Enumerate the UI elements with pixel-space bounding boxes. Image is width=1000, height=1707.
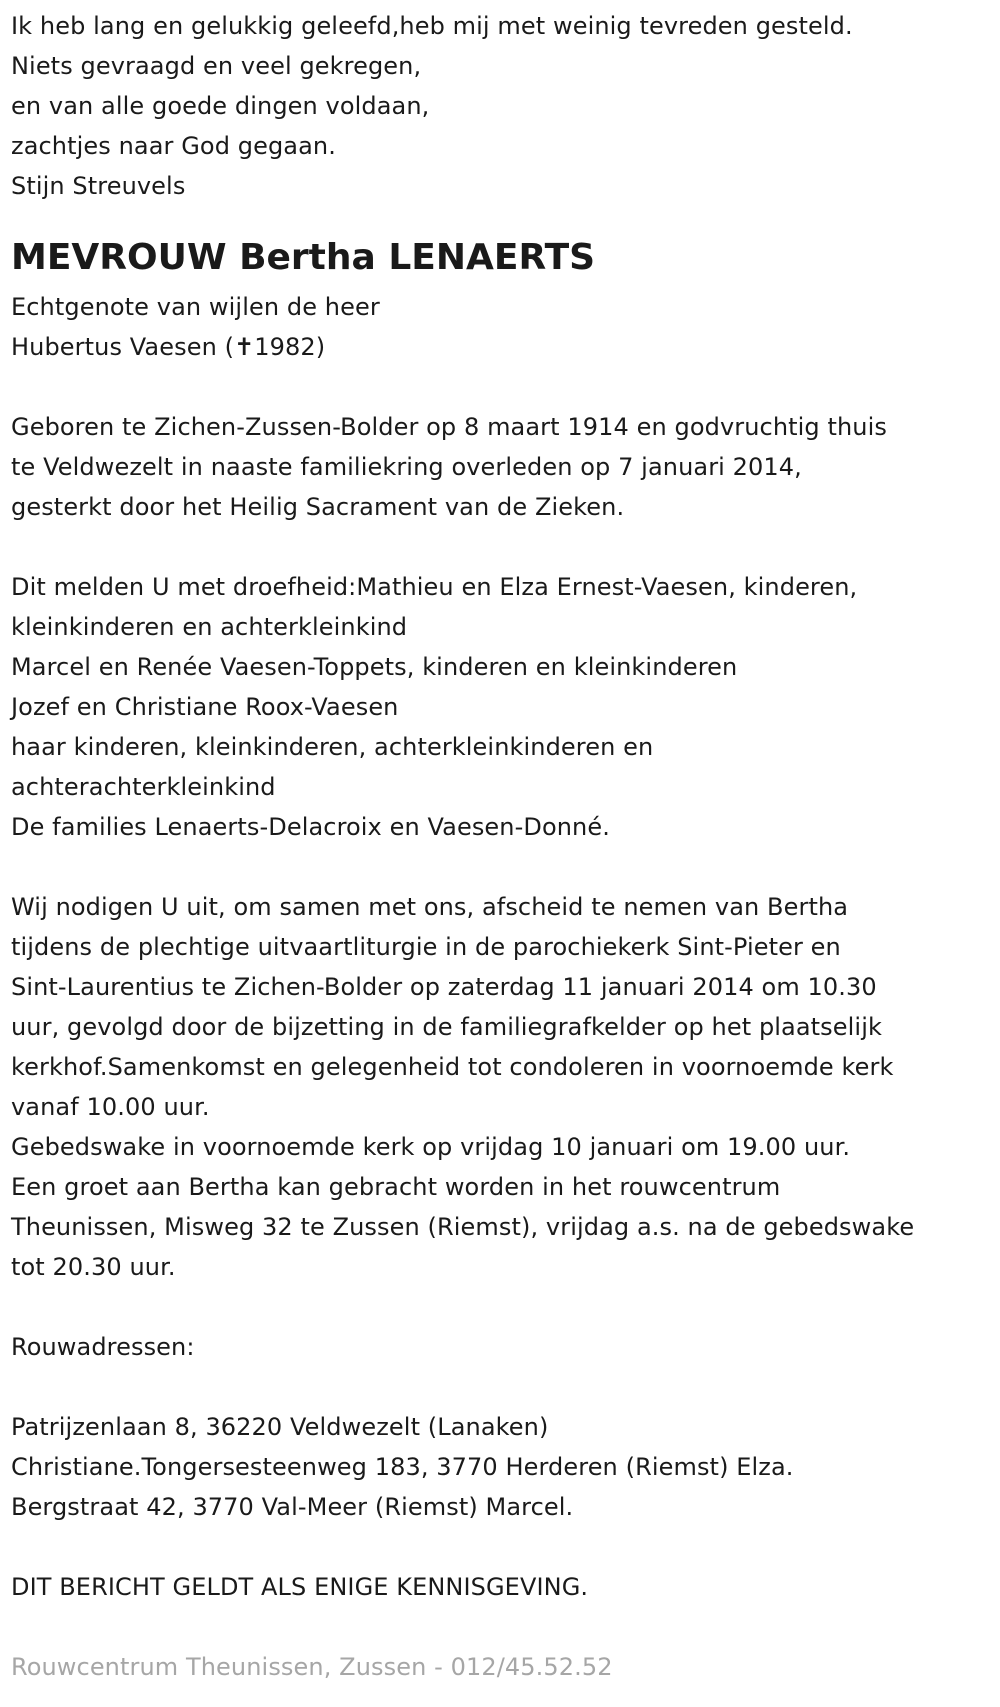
invitation-line: Wij nodigen U uit, om samen met ons, afscheid te nemen van Bertha: [11, 893, 849, 921]
addresses-heading: Rouwadressen:: [11, 1333, 195, 1361]
address-line: Bergstraat 42, 3770 Val-Meer (Riemst) Marcel.: [11, 1493, 574, 1521]
invitation-line: kerkhof.Samenkomst en gelegenheid tot condoleren in voornoemde kerk: [11, 1053, 894, 1081]
invitation-line: Sint-Laurentius te Zichen-Bolder op zaterdag 11 januari 2014 om 10.30: [11, 973, 877, 1001]
family-line: achterachterkleinkind: [11, 773, 276, 801]
notice-text: DIT BERICHT GELDT ALS ENIGE KENNISGEVING.: [11, 1573, 589, 1601]
family-line: haar kinderen, kleinkinderen, achterkleinkinderen en: [11, 733, 654, 761]
birth-death-block: [11, 407, 996, 527]
invitation-line: uur, gevolgd door de bijzetting in de familiegrafkelder op het plaatselijk: [11, 1013, 882, 1041]
invitation-line: tijdens de plechtige uitvaartliturgie in de parochiekerk Sint-Pieter en: [11, 933, 841, 961]
family-line: kleinkinderen en achterkleinkind: [11, 613, 408, 641]
obituary-page: [11, 6, 996, 1687]
invitation-line: tot 20.30 uur.: [11, 1253, 176, 1281]
family-line: Dit melden U met droefheid:Mathieu en Elza Ernest-Vaesen, kinderen,: [11, 573, 858, 601]
family-line: De families Lenaerts-Delacroix en Vaesen-Donné.: [11, 813, 610, 841]
poem-author: Stijn Streuvels: [11, 172, 186, 200]
addresses-block: [11, 1407, 996, 1527]
invitation-line: Gebedswake in voornoemde kerk op vrijdag 10 januari om 19.00 uur.: [11, 1133, 851, 1161]
invitation-block: [11, 887, 996, 1287]
footer-credit: Rouwcentrum Theunissen, Zussen - 012/45.52.52: [11, 1653, 613, 1681]
family-line: Jozef en Christiane Roox-Vaesen: [11, 693, 399, 721]
poem-line: en van alle goede dingen voldaan,: [11, 92, 430, 120]
family-block: [11, 567, 996, 847]
birth-death-line: gesterkt door het Heilig Sacrament van de Zieken.: [11, 493, 625, 521]
spouse-line: Hubertus Vaesen (✝1982): [11, 333, 326, 361]
spouse-block: [11, 287, 996, 367]
birth-death-line: Geboren te Zichen-Zussen-Bolder op 8 maart 1914 en godvruchtig thuis: [11, 413, 887, 441]
address-line: Patrijzenlaan 8, 36220 Veldwezelt (Lanaken): [11, 1413, 549, 1441]
poem-line: Ik heb lang en gelukkig geleefd,heb mij met weinig tevreden gesteld.: [11, 12, 853, 40]
invitation-line: Een groet aan Bertha kan gebracht worden in het rouwcentrum: [11, 1173, 781, 1201]
invitation-line: vanaf 10.00 uur.: [11, 1093, 210, 1121]
birth-death-line: te Veldwezelt in naaste familiekring overleden op 7 januari 2014,: [11, 453, 802, 481]
spouse-line: Echtgenote van wijlen de heer: [11, 293, 380, 321]
poem-line: Niets gevraagd en veel gekregen,: [11, 52, 422, 80]
poem-line: zachtjes naar God gegaan.: [11, 132, 336, 160]
address-line: Christiane.Tongersesteenweg 183, 3770 Herderen (Riemst) Elza.: [11, 1453, 794, 1481]
invitation-line: Theunissen, Misweg 32 te Zussen (Riemst), vrijdag a.s. na de gebedswake: [11, 1213, 915, 1241]
family-line: Marcel en Renée Vaesen-Toppets, kinderen en kleinkinderen: [11, 653, 738, 681]
poem-block: [11, 6, 996, 206]
deceased-name: MEVROUW Bertha LENAERTS: [11, 237, 596, 278]
